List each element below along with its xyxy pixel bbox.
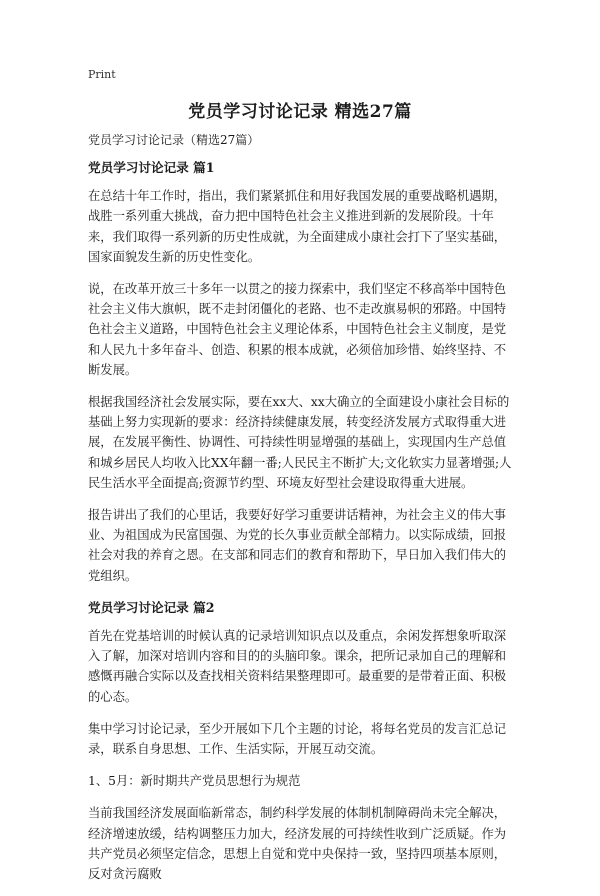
section-heading-1: 党员学习讨论记录 篇1	[88, 160, 215, 175]
paragraph: 1、5月：新时期共产党员思想行为规范	[88, 774, 301, 789]
paragraph: 集中学习讨论记录，至少开展如下几个主题的讨论，将每名党员的发言汇总记录，联系自身思想、工作、生活实际，开展互动交流。	[88, 721, 507, 757]
document-title: 党员学习讨论记录 精选27篇	[188, 102, 412, 122]
section-heading-2: 党员学习讨论记录 篇2	[88, 599, 215, 615]
document-body	[88, 158, 512, 896]
document-subtitle: 党员学习讨论记录（精选27篇）	[88, 133, 260, 147]
paragraph: 在总结十年工作时，指出，我们紧紧抓住和用好我国发展的重要战略机遇期，战胜一系列重大挑战，奋力把中国特色社会主义推进到新的发展阶段。十年来，我们取得一系列新的历史性成就，为全面建成小康社会打下了坚实基础，国家面貌发生新的历史性变化。	[88, 189, 507, 264]
paragraph: 当前我国经济发展面临新常态，制约科学发展的体制机制障碍尚未完全解决，经济增速放缓，结构调整压力加大，经济发展的可持续性收到广泛质疑。作为共产党员必须坚定信念，思想上自觉和党中央保持一致，坚持四项基本原则，反对贪污腐败	[88, 806, 507, 882]
print-label[interactable]: Print	[88, 68, 116, 81]
paragraph: 首先在党基培训的时候认真的记录培训知识点以及重点，余闲发挥想象听取深入了解，加深对培训内容和目的的头脑印象。课余，把所记录加自己的理解和感慨再融合实际以及查找相关资料结果整理即可。最重要的是带着正面、积极的心态。	[88, 629, 507, 704]
paragraph: 报告讲出了我们的心里话，我要好好学习重要讲话精神，为社会主义的伟大事业、为祖国成为民富国强、为党的长久事业贡献全部精力。以实际成绩，回报社会对我的养育之恩。在支部和同志们的教育和帮助下，早日加入我们伟大的党组织。	[88, 508, 507, 583]
paragraph: 说，在改革开放三十多年一以贯之的接力探索中，我们坚定不移高举中国特色社会主义伟大旗帜，既不走封闭僵化的老路、也不走改旗易帜的邪路。中国特色社会主义道路，中国特色社会主义理论体系，中国特色社会主义制度，是党和人民九十多年奋斗、创造、积累的根本成就，必须倍加珍惜、始终坚持、不断发展。	[88, 282, 507, 377]
paragraph: 根据我国经济社会发展实际，要在xx大、xx大确立的全面建设小康社会目标的基础上努力实现新的要求：经济持续健康发展，转变经济发展方式取得重大进展，在发展平衡性、协调性、可持续性明显增强的基础上，实现国内生产总值和城乡居民人均收入比XX年翻一番;人民民主不断扩大;文化软实力显著增强;人民生活水平全面提高;资源节约型、环境友好型社会建设取得重大进展。	[88, 395, 512, 490]
